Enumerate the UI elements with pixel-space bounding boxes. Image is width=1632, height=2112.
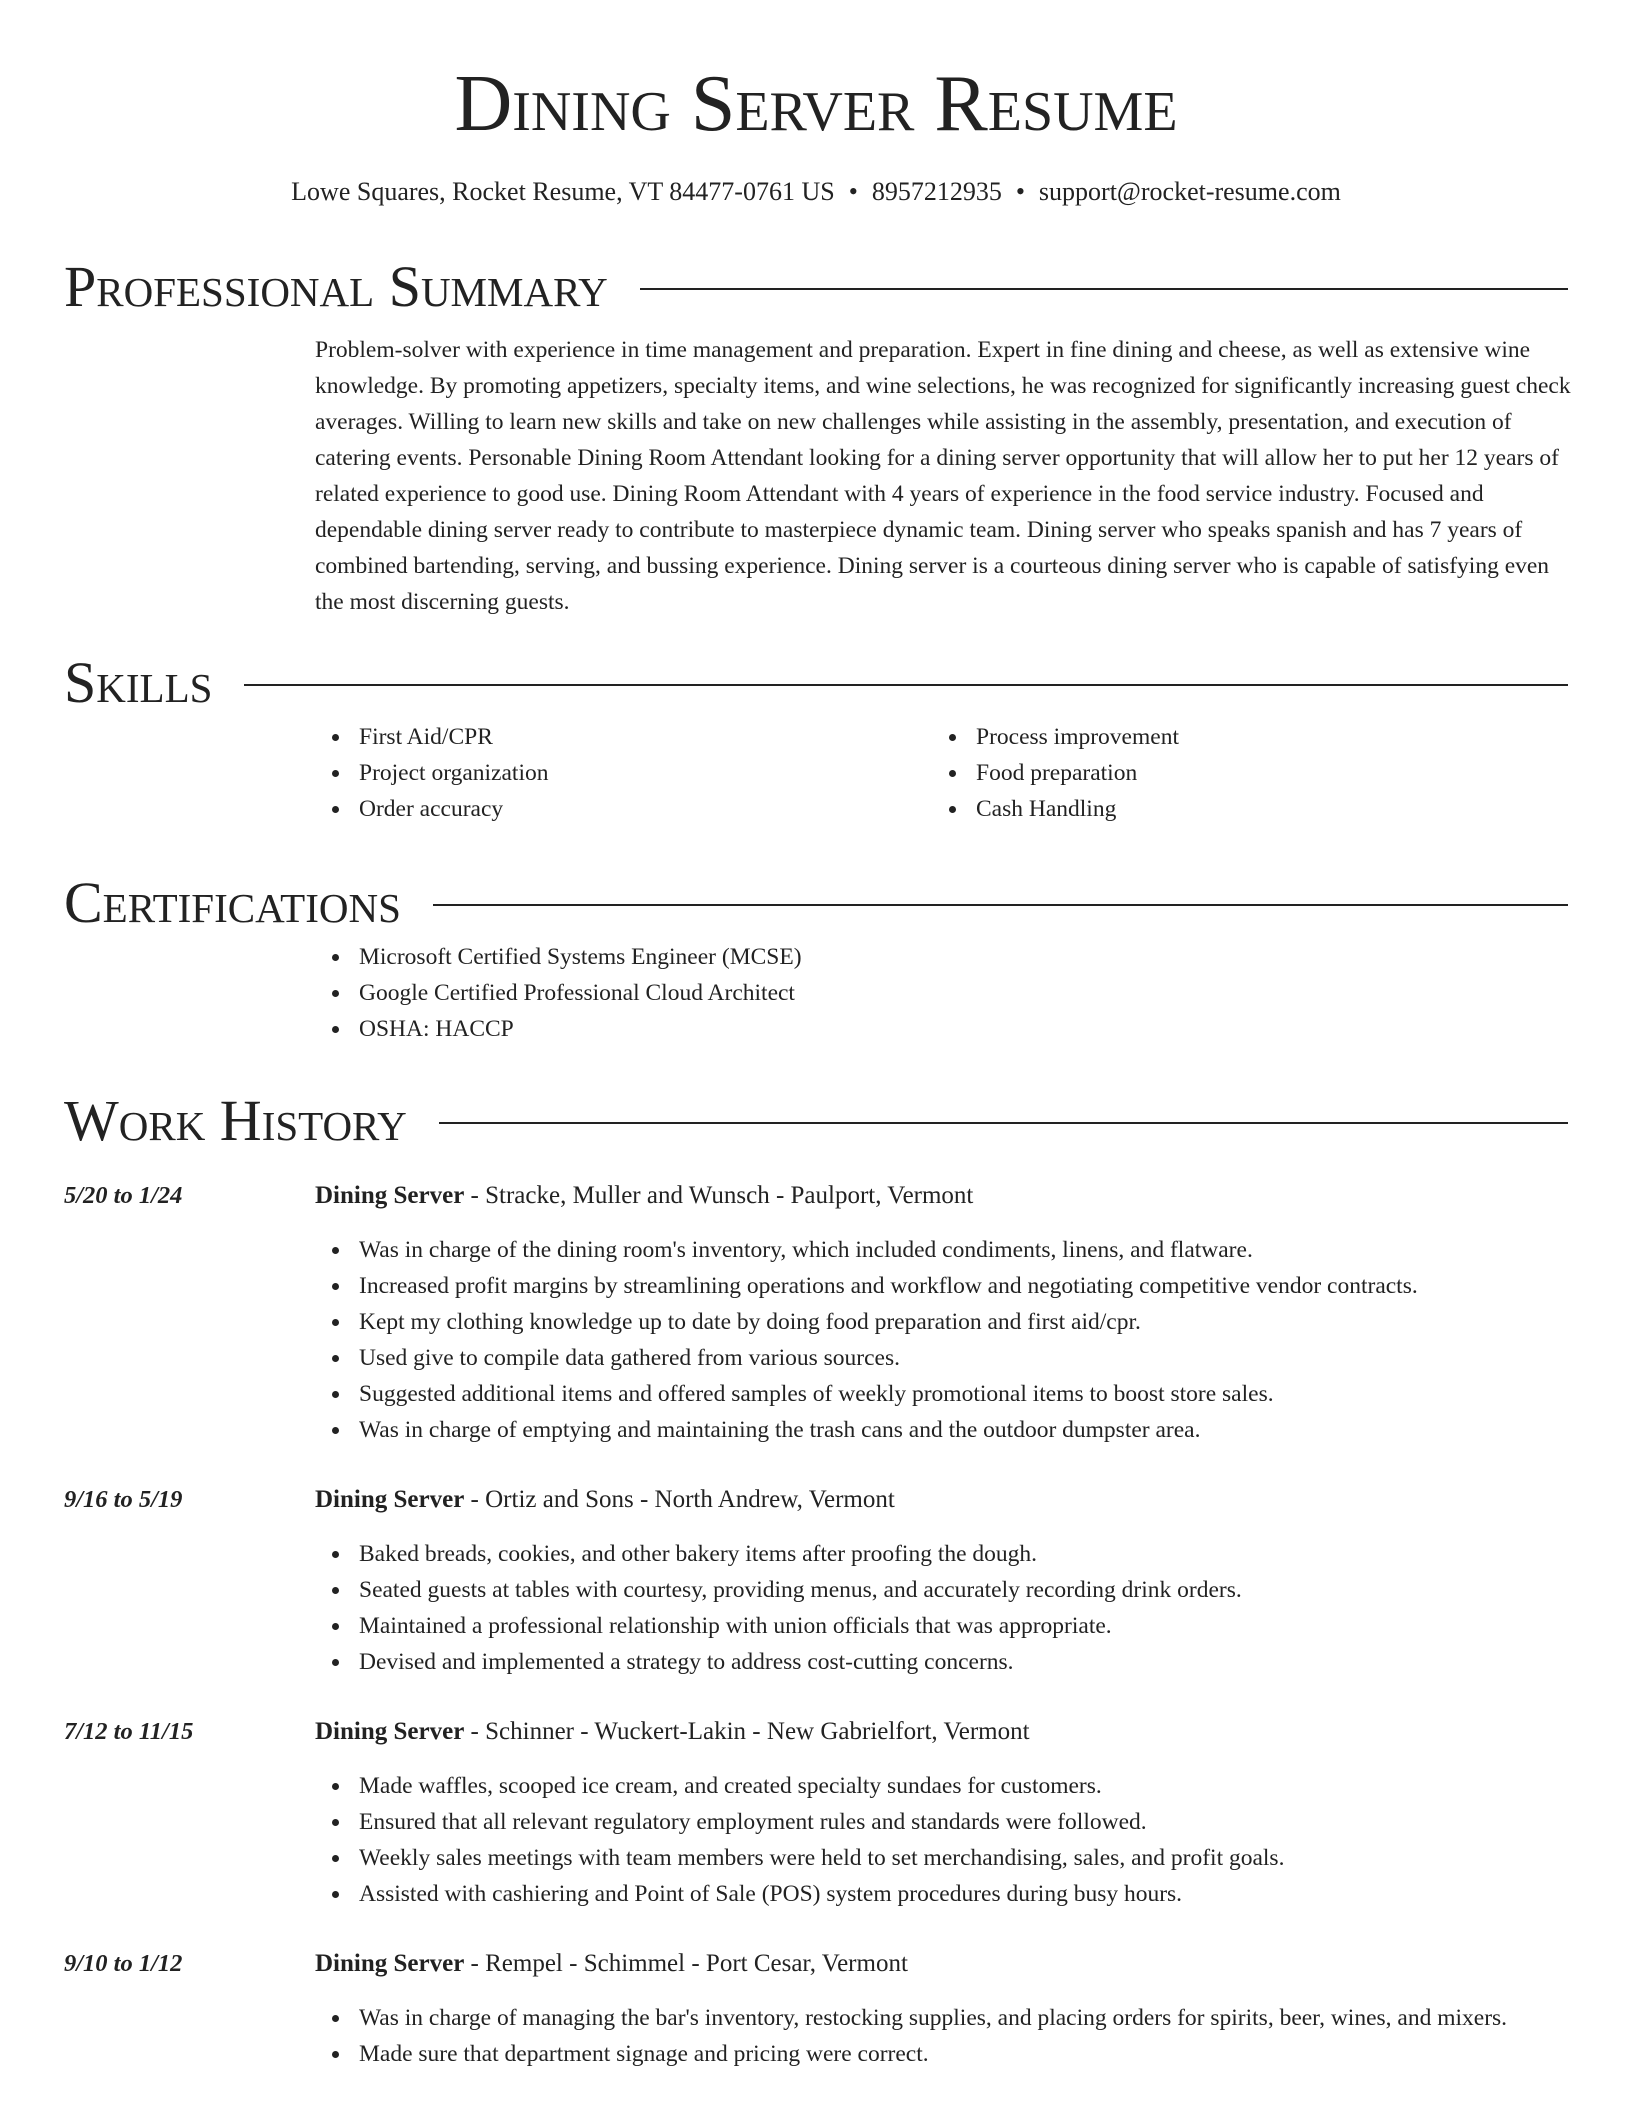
job-duty: Devised and implemented a strategy to address cost-cutting concerns.: [315, 1644, 1571, 1680]
job-duty: Kept my clothing knowledge up to date by doing food preparation and first aid/cpr.: [315, 1304, 1571, 1340]
contact-email[interactable]: support@rocket-resume.com: [1038, 177, 1341, 206]
certification-item: OSHA: HACCP: [315, 1011, 1515, 1047]
certifications-list: [315, 939, 1515, 1047]
skill-item: First Aid/CPR: [315, 719, 915, 755]
job-duty: Ensured that all relevant regulatory employment rules and standards were followed.: [315, 1804, 1571, 1840]
skills-section: [64, 652, 1568, 842]
job-heading: [315, 1178, 973, 1214]
job-heading: [315, 1714, 1030, 1750]
skills-header: [64, 652, 1568, 714]
job-role: Dining Server: [315, 1182, 465, 1209]
job-dates: 5/20 to 1/24: [64, 1182, 183, 1209]
section-divider: [433, 904, 1568, 906]
resume-title: Dining Server Resume: [454, 60, 1178, 148]
section-divider: [244, 684, 1568, 686]
job-role: Dining Server: [315, 1486, 465, 1513]
job-duties: [315, 1232, 1571, 1448]
skill-item: Cash Handling: [932, 791, 1532, 827]
job-duty: Increased profit margins by streamlining operations and workflow and negotiating competitive vendor contracts.: [315, 1268, 1571, 1304]
work-history-header: [64, 1090, 1568, 1152]
summary-text: Problem-solver with experience in time management and preparation. Expert in fine dining and cheese, as well as extensive wine knowledge. By promoting appetizers, specialty items, and wine selections, he was recognized for significantly increasing guest check averages. Willing to learn new skills and take on new challenges while assisting in the assembly, presentation, and execution of catering events. Personable Dining Room Attendant looking for a dining server opportunity that will allow her to put her 12 years of related experience to good use. Dining Room Attendant with 4 years of experience in the food service industry. Focused and dependable dining server ready to contribute to masterpiece dynamic team. Dining server who speaks spanish and has 7 years of combined bartending, serving, and bussing experience. Dining server is a courteous dining server who is capable of satisfying even the most discerning guests.: [315, 337, 1571, 615]
job-heading: [315, 1482, 895, 1518]
contact-phone: 8957212935: [871, 177, 1002, 206]
contact-separator: •: [848, 177, 858, 206]
job-duty: Assisted with cashiering and Point of Sale (POS) system procedures during busy hours.: [315, 1876, 1571, 1912]
skills-list-right: [932, 719, 1532, 827]
certifications-header: [64, 872, 1568, 934]
job-duty: Seated guests at tables with courtesy, providing menus, and accurately recording drink orders.: [315, 1572, 1571, 1608]
job-duty: Made waffles, scooped ice cream, and created specialty sundaes for customers.: [315, 1768, 1571, 1804]
skill-item: Order accuracy: [315, 791, 915, 827]
section-divider: [439, 1122, 1568, 1124]
job-duties: [315, 1536, 1571, 1680]
job-employer-location: - Rempel - Schimmel - Port Cesar, Vermont: [464, 1950, 908, 1977]
job-duty: Used give to compile data gathered from various sources.: [315, 1340, 1571, 1376]
job-employer-location: - Ortiz and Sons - North Andrew, Vermont: [464, 1486, 895, 1513]
certifications-heading: Certifications: [64, 870, 401, 935]
work-history-section: [64, 1090, 1568, 2112]
job-dates: 7/12 to 11/15: [64, 1718, 194, 1745]
certification-item: Microsoft Certified Systems Engineer (MCSE): [315, 939, 1515, 975]
section-divider: [640, 288, 1568, 290]
job-duty: Was in charge of emptying and maintaining the trash cans and the outdoor dumpster area.: [315, 1412, 1571, 1448]
job-role: Dining Server: [315, 1718, 465, 1745]
skill-item: Project organization: [315, 755, 915, 791]
contact-line: [0, 176, 1632, 208]
job-entry: [64, 1178, 1568, 1468]
job-dates: 9/10 to 1/12: [64, 1950, 183, 1977]
certifications-section: [64, 872, 1568, 1062]
job-dates: 9/16 to 5/19: [64, 1486, 183, 1513]
job-duty: Maintained a professional relationship with union officials that was appropriate.: [315, 1608, 1571, 1644]
job-duties: [315, 2000, 1571, 2072]
summary-header: [64, 256, 1568, 318]
contact-separator: •: [1015, 177, 1025, 206]
job-entry: [64, 1482, 1568, 1702]
job-duty: Baked breads, cookies, and other bakery items after proofing the dough.: [315, 1536, 1571, 1572]
job-duty: Was in charge of managing the bar's inventory, restocking supplies, and placing orders for spirits, beer, wines, and mixers.: [315, 2000, 1571, 2036]
certification-item: Google Certified Professional Cloud Architect: [315, 975, 1515, 1011]
job-employer-location: - Schinner - Wuckert-Lakin - New Gabrielfort, Vermont: [464, 1718, 1030, 1745]
job-duty: Made sure that department signage and pricing were correct.: [315, 2036, 1571, 2072]
job-duty: Suggested additional items and offered samples of weekly promotional items to boost store sales.: [315, 1376, 1571, 1412]
job-heading: [315, 1946, 908, 1982]
skills-list-left: [315, 719, 915, 827]
job-entry: [64, 1946, 1568, 2112]
skill-item: Process improvement: [932, 719, 1532, 755]
work-history-heading: Work History: [64, 1088, 407, 1153]
job-duty: Was in charge of the dining room's inventory, which included condiments, linens, and flatware.: [315, 1232, 1571, 1268]
job-entry: [64, 1714, 1568, 1934]
skills-heading: Skills: [64, 650, 213, 715]
summary-section: [64, 254, 1571, 626]
contact-address: Lowe Squares, Rocket Resume, VT 84477-0761 US: [291, 177, 835, 206]
job-duty: Weekly sales meetings with team members were held to set merchandising, sales, and profit goals.: [315, 1840, 1571, 1876]
job-role: Dining Server: [315, 1950, 465, 1977]
job-employer-location: - Stracke, Muller and Wunsch - Paulport, Vermont: [464, 1182, 974, 1209]
summary-heading: Professional Summary: [64, 254, 608, 319]
job-duties: [315, 1768, 1571, 1912]
skill-item: Food preparation: [932, 755, 1532, 791]
